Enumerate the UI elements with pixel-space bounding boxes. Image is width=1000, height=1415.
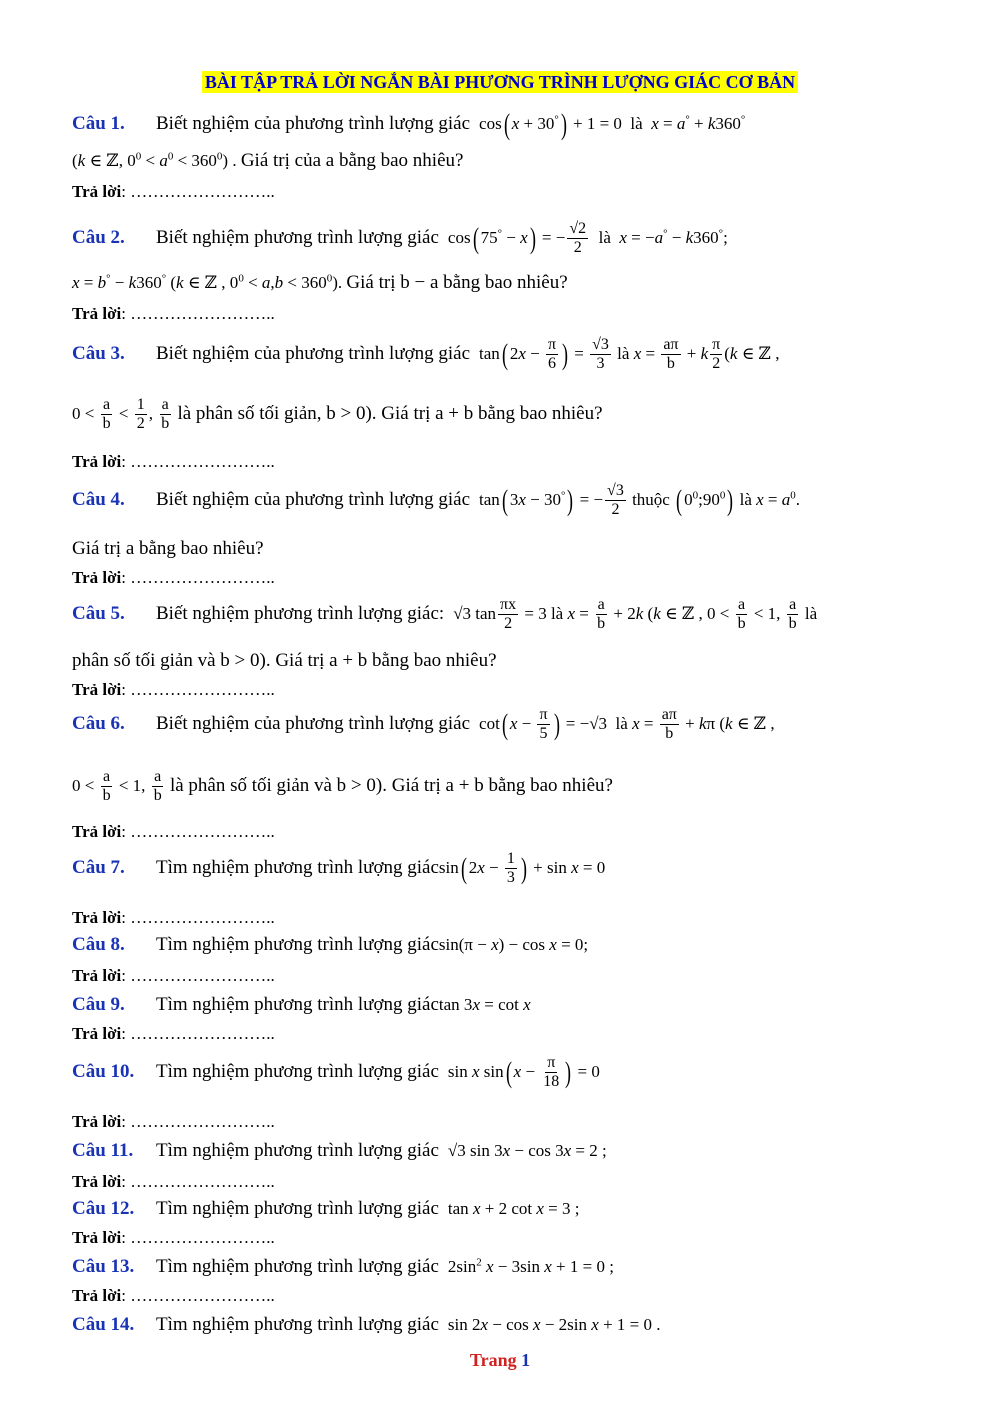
answer-label: Trả lời [72, 966, 122, 985]
question-text: Tìm nghiệm phương trình lượng giác [156, 1198, 439, 1219]
question-5-tail [72, 650, 932, 673]
equation: cos( x + 30°) + 1 = 0 là x = a° + k360° [474, 108, 746, 141]
answer-label: Trả lời [72, 1228, 122, 1247]
answer-label: Trả lời [72, 1172, 122, 1191]
answer-line [72, 1024, 932, 1044]
equation: tan( 2x − $\frac{\pi}{6}$ ) = $\frac{√3}{3}$ là x = $\frac{a\pi}{b}$ + k $\frac{\pi}{2}$ (k ∈ ℤ , [474, 336, 780, 373]
equation: sin(π − x) − cos x = 0; [438, 935, 589, 954]
answer-dots: : …………………….. [121, 1228, 275, 1247]
answer-line [72, 1172, 932, 1192]
question-10 [72, 1054, 932, 1092]
question-text: Tìm nghiệm phương trình lượng giác [156, 1060, 439, 1082]
question-13 [72, 1256, 932, 1279]
answer-dots: : …………………….. [121, 1112, 275, 1131]
question-text: Biết nghiệm của phương trình lượng giác [156, 342, 471, 364]
question-text: Biết nghiệm của phương trình lượng giác [156, 712, 471, 734]
question-text: Biết nghiệm phương trình lượng giác [156, 226, 439, 248]
question-text: Biết nghiệm phương trình lượng giác: [156, 602, 445, 624]
answer-label: Trả lời [72, 1024, 122, 1043]
answer-dots: : …………………….. [121, 304, 275, 323]
question-text: Tìm nghiệm phương trình lượng giác [156, 994, 439, 1015]
condition-math: x = b° − k360° (k ∈ ℤ , $0^0 < a,b < 360^0$). [72, 272, 347, 292]
answer-dots: : …………………….. [121, 568, 275, 587]
question-label: Câu 5. [72, 602, 125, 624]
question-7 [72, 850, 932, 888]
equation: tan 3x = cot x [438, 995, 531, 1014]
equation: $2\sin^2$ x − 3sin x + 1 = 0 ; [443, 1256, 614, 1276]
answer-dots: : …………………….. [121, 182, 275, 201]
question-text: Tìm nghiệm phương trình lượng giác [156, 1314, 439, 1335]
answer-line [72, 568, 932, 588]
question-tail: Giá trị b − a bằng bao nhiêu? [346, 272, 568, 293]
page-number: 1 [521, 1350, 531, 1370]
answer-dots: : …………………….. [121, 1286, 275, 1305]
page-footer [0, 1350, 1000, 1371]
condition-math: 0 < $\frac{a}{b}$ < 1, $\frac{a}{b}$ [72, 768, 162, 805]
question-2-condition [72, 272, 932, 295]
question-text: Biết nghiệm của phương trình lượng giác [156, 112, 471, 134]
question-label: Câu 14. [72, 1314, 135, 1335]
condition-math: (k ∈ ℤ, $0^0 < a^0 < 360^0$) . [72, 150, 241, 170]
page-title [0, 72, 1000, 93]
answer-line [72, 1286, 932, 1306]
equation: tan x + 2 cot x = 3 ; [443, 1199, 580, 1218]
question-tail: phân số tối giản và b > 0). Giá trị a + b bằng bao nhiêu? [72, 650, 497, 671]
question-tail: là phân số tối giản, b > 0). Giá trị a + b bằng bao nhiêu? [177, 402, 603, 424]
answer-line [72, 1112, 932, 1132]
question-3 [72, 336, 932, 374]
question-2 [72, 220, 932, 258]
answer-line [72, 680, 932, 700]
question-tail: là phân số tối giản và b > 0). Giá trị a + b bằng bao nhiêu? [169, 774, 613, 796]
equation: √3 sin 3x − cos 3x = 2 ; [443, 1141, 607, 1160]
question-label: Câu 6. [72, 712, 125, 734]
question-label: Câu 10. [72, 1060, 135, 1082]
question-tail: Giá trị a bằng bao nhiêu? [72, 538, 264, 559]
answer-label: Trả lời [72, 452, 122, 471]
answer-dots: : …………………….. [121, 452, 275, 471]
question-label: Câu 1. [72, 112, 125, 134]
question-label: Câu 8. [72, 934, 125, 955]
answer-line [72, 304, 932, 324]
answer-dots: : …………………….. [121, 908, 275, 927]
answer-dots: : …………………….. [121, 966, 275, 985]
question-4-tail [72, 538, 932, 561]
answer-label: Trả lời [72, 908, 122, 927]
answer-dots: : …………………….. [121, 1172, 275, 1191]
answer-line [72, 452, 932, 472]
question-6-condition [72, 768, 932, 806]
question-label: Câu 9. [72, 994, 125, 1015]
question-5 [72, 596, 932, 634]
equation: sin 2x − cos x − 2sin x + 1 = 0 . [443, 1315, 661, 1334]
answer-dots: : …………………….. [121, 680, 275, 699]
answer-label: Trả lời [72, 1286, 122, 1305]
question-text: Tìm nghiệm phương trình lượng giác [156, 856, 439, 878]
question-label: Câu 4. [72, 488, 125, 510]
question-12 [72, 1198, 932, 1221]
question-text: Tìm nghiệm phương trình lượng giác [156, 1256, 439, 1277]
answer-label: Trả lời [72, 1112, 122, 1131]
question-8 [72, 934, 932, 957]
question-label: Câu 13. [72, 1256, 135, 1277]
question-label: Câu 12. [72, 1198, 135, 1219]
question-6 [72, 706, 932, 744]
question-9 [72, 994, 932, 1017]
question-label: Câu 2. [72, 226, 125, 248]
question-label: Câu 11. [72, 1140, 134, 1161]
equation: tan( 3x − 30°) = − $\frac{√3}{2}$ thuộc ( $0^0;90^0$) là $x = a^0$. [474, 482, 801, 519]
answer-dots: : …………………….. [121, 822, 275, 841]
answer-label: Trả lời [72, 568, 122, 587]
answer-label: Trả lời [72, 304, 122, 323]
page-title-text: BÀI TẬP TRẢ LỜI NGẮN BÀI PHƯƠNG TRÌNH LƯỢNG GIÁC CƠ BẢN [202, 71, 798, 93]
question-3-condition [72, 396, 932, 434]
question-label: Câu 7. [72, 856, 125, 878]
question-label: Câu 3. [72, 342, 125, 364]
answer-line [72, 966, 932, 986]
answer-label: Trả lời [72, 680, 122, 699]
question-1-condition [72, 150, 932, 173]
equation: sin x sin( x − $\frac{\pi}{18}$ ) = 0 [443, 1054, 600, 1091]
question-text: Tìm nghiệm phương trình lượng giác [156, 934, 439, 955]
equation: cos( 75° − x) = − $\frac{√2}{2}$ là x = −a° − k360°; [443, 220, 728, 257]
equation: √3 tan $\frac{\pi x}{2}$ = 3 là x = $\frac{a}{b}$ + 2k (k ∈ ℤ , 0 < $\frac{a}{b}$ < 1, $\frac{a}{b}$ là [448, 596, 818, 633]
question-text: Biết nghiệm của phương trình lượng giác [156, 488, 471, 510]
answer-line [72, 1228, 932, 1248]
question-tail: Giá trị của a bằng bao nhiêu? [240, 150, 464, 171]
answer-label: Trả lời [72, 822, 122, 841]
question-text: Tìm nghiệm phương trình lượng giác [156, 1140, 439, 1161]
question-11 [72, 1140, 932, 1163]
equation: sin( 2x − $\frac{1}{3}$ ) + sin x = 0 [438, 850, 606, 887]
condition-math: 0 < $\frac{a}{b}$ < $\frac{1}{2}$ , $\frac{a}{b}$ [72, 396, 170, 433]
answer-line [72, 822, 932, 842]
answer-label: Trả lời [72, 182, 122, 201]
equation: cot( x − $\frac{\pi}{5}$ ) = −√3 là x = $\frac{a\pi}{b}$ + kπ (k ∈ ℤ , [474, 706, 775, 743]
answer-line [72, 182, 932, 202]
question-1 [72, 110, 932, 140]
question-4 [72, 482, 932, 520]
page-word: Trang [469, 1350, 517, 1370]
answer-line [72, 908, 932, 928]
answer-dots: : …………………….. [121, 1024, 275, 1043]
question-14 [72, 1314, 932, 1337]
